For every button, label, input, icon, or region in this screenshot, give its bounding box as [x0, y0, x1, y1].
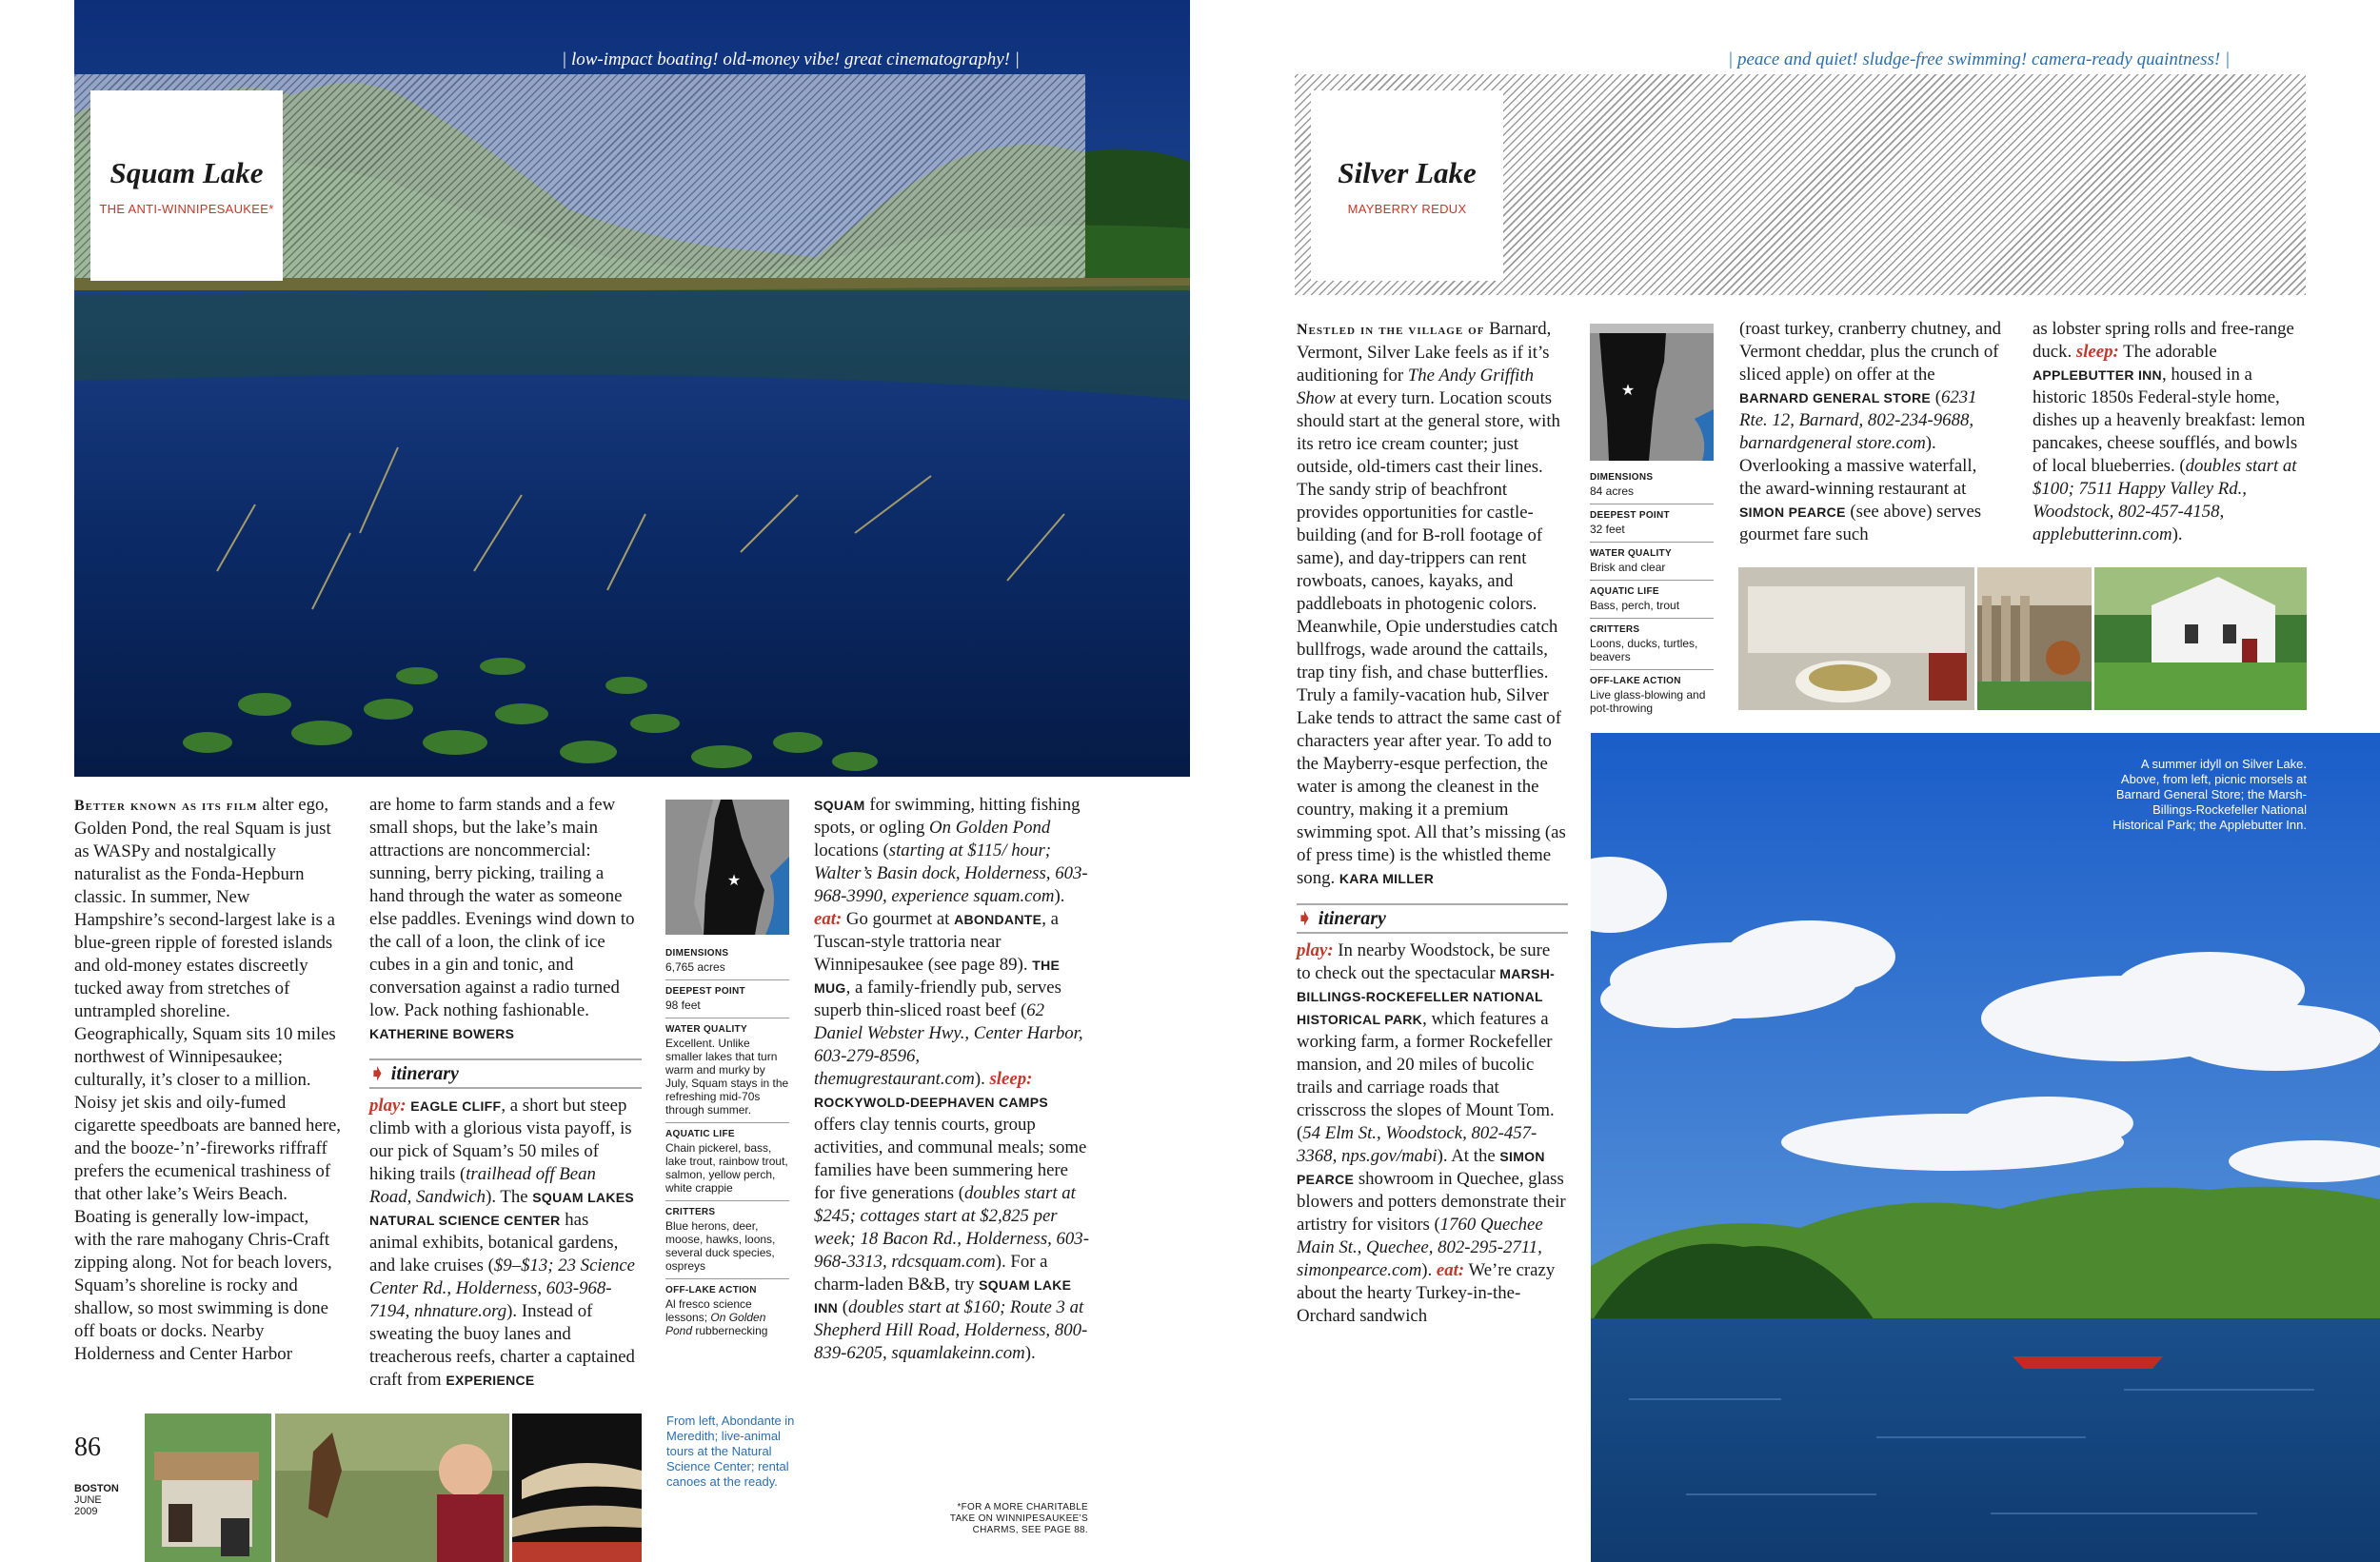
venue-name: SIMON PEARCE [1297, 1149, 1545, 1187]
venue-name: MARSH-BILLINGS-ROCKEFELLER NATIONAL HISTORICAL PARK [1297, 966, 1556, 1027]
folio-block [74, 1483, 119, 1517]
venue-name: ABONDANTE [954, 912, 1042, 927]
page-number: 86 [74, 1433, 101, 1462]
lead-in: Nestled in the village of [1297, 322, 1485, 338]
right-article-column-4: as lobster spring rolls and free-range duck. sleep: The adorable APPLEBUTTER INN, housed in a historic 1850s Federal-style home, dishes up a heavenly breakfast: lemon pancakes, cheese soufflés, and bowls of local blueberries. (doubles start at $100; 7511 Happy Valley Rd., Woodstock, 802-457-4158, applebutterinn.com). [2033, 319, 2306, 544]
itinerary-header [369, 1058, 642, 1089]
left-photo-caption: From left, Abondante in Meredith; live-animal tours at the Natural Science Center; rental canoes at the ready. [666, 1414, 795, 1489]
venue-name: SQUAM LAKES NATURAL SCIENCE CENTER [369, 1190, 635, 1228]
fact-aquatic-life: AQUATIC LIFE Chain pickerel, bass, lake trout, rainbow trout, salmon, yellow perch, white crappie [665, 1123, 789, 1201]
fact-water-quality: WATER QUALITY Brisk and clear [1590, 543, 1714, 581]
folio-month: JUNE [74, 1494, 102, 1506]
rental-canoes-photo [512, 1414, 642, 1562]
folio-publication: BOSTON [74, 1483, 119, 1494]
left-article-column-2 [369, 794, 642, 1392]
right-photo-caption: A summer idyll on Silver Lake. Above, from left, picnic morsels at Barnard General Store; the Marsh-Billings-Rockefeller National Historical Park; the Applebutter Inn. [2112, 757, 2307, 832]
page-subtitle: THE ANTI-WINNIPESAUKEE* [99, 201, 274, 216]
left-tagline: | low-impact boating! old-money vibe! great cinematography! | [562, 49, 1020, 69]
itinerary-label: itinerary [1318, 908, 1386, 929]
star-icon: ★ [726, 873, 742, 889]
lead-in: Better known as its film [74, 798, 258, 814]
sleep-label: sleep: [989, 1069, 1033, 1089]
applebutter-inn-photo [2094, 567, 2307, 710]
left-article-column-1 [74, 794, 344, 1366]
byline: KARA MILLER [1339, 871, 1435, 886]
body-text: ). Instead of sweating the buoy lanes and treacherous reefs, charter a captained craft from [369, 1301, 635, 1390]
page-title: Silver Lake [1338, 155, 1477, 189]
play-label: play: [1297, 940, 1334, 960]
body-text: are home to farm stands and a few small shops, but the lake’s main attractions are noncommercial: sunning, berry picking, trailing a hand through the water as someone else paddles. Evenings wind down to the call of a loon, the clink of ice cubes in a gin and tonic, and conversation against a radio turned low. Pack nothing fashionable. [369, 795, 635, 1020]
fact-deepest-point: DEEPEST POINT 98 feet [665, 980, 789, 1018]
venue-name: ROCKYWOLD-DEEPHAVEN CAMPS [814, 1095, 1049, 1110]
body-text: ). The [486, 1187, 533, 1207]
fact-off-lake-action: OFF-LAKE ACTION Live glass-blowing and pot-throwing [1590, 676, 1706, 715]
venue-name: EXPERIENCE [446, 1373, 535, 1388]
body-text: has animal exhibits, botanical gardens, and lake cruises ( [369, 1210, 619, 1275]
left-article-column-4: SQUAM for swimming, hitting fishing spots, or ogling On Golden Pond locations (starting at $115/ hour; Walter’s Basin dock, Holderness, 603-968-3990, experience squam.com). eat: Go gourmet at ABONDANTE, a Tuscan-style trattoria near Winnipesaukee (see page 89). THE MUG, a family-friendly pub, serves superb thin-sliced roast beef (62 Daniel Webster Hwy., Center Harbor, 603-279-8596, themugrestaurant.com). sleep: ROCKYWOLD-DEEPHAVEN CAMPS offers clay tennis courts, group activities, and communal meals; some families have been summering here for five generations (doubles start at $245; cottages start at $2,825 per week; 18 Bacon Rd., Holderness, 603-968-3313, rdcsquam.com). For a charm-laden B&B, try SQUAM LAKE INN (doubles start at $160; Route 3 at Shepherd Hill Road, Holderness, 800-839-6205, squamlakeinn.com). [814, 795, 1089, 1363]
fact-deepest-point: DEEPEST POINT 32 feet [1590, 504, 1714, 543]
venue-name: EAGLE CLIFF [410, 1098, 502, 1114]
marsh-billings-park-photo [1977, 567, 2092, 710]
address: trailhead off Bean Road, Sandwich [369, 1164, 596, 1207]
itinerary-header [1297, 903, 1568, 934]
fact-critters: CRITTERS Loons, ducks, turtles, beavers [1590, 619, 1714, 670]
footnote: *FOR A MORE CHARITABLE TAKE ON WINNIPESAUKEE’S CHARMS, SEE PAGE 88. [949, 1502, 1088, 1535]
venue-name: BARNARD GENERAL STORE [1739, 390, 1932, 405]
new-hampshire-locator-map [665, 800, 789, 935]
right-article-column-1: Nestled in the village of Barnard, Vermont, Silver Lake feels as if it’s auditioning for The Andy Griffith Show at every turn. Location scouts should start at the general store, with its retro ice cream counter; just outside, old-timers cast their lines. The sandy strip of beachfront provides opportunities for castle-building (and for B-roll footage of same), and day-trippers can rent rowboats, canoes, kayaks, and paddleboats in photogenic colors. Meanwhile, Opie understudies catch bullfrogs, wade around the cattails, trap tiny fish, and chase butterflies. Truly a family-vacation hub, Silver Lake tends to attract the same cast of characters year after year. To add to the Mayberry-esque perfection, the water is among the cleanest in the country, making it a premium swimming spot. All that’s missing (as of press time) is the whistled theme song. KARA MILLER ➧ itinerary play: In nearby Woodstock, be sure to check out the spectacular MARSH-BILLINGS-ROCKEFELLER NATIONAL HISTORICAL PARK, which features a working farm, a former Rockefeller mansion, and 20 miles of bucolic trails and carriage roads that crisscross the slopes of Mount Tom. (54 Elm St., Woodstock, 802-457-3368, nps.gov/mabi). At the SIMON PEARCE showroom in Quechee, glass blowers and potters demonstrate their artistry for visitors (1760 Quechee Main St., Quechee, 802-295-2711, simonpearce.com). eat: We’re crazy about the hearty Turkey-in-the-Orchard sandwich [1297, 318, 1568, 1328]
page-title: Squam Lake [109, 155, 264, 189]
page-subtitle: MAYBERRY REDUX [1347, 201, 1467, 216]
barnard-general-store-photo [1738, 567, 1974, 710]
sleep-label: sleep: [2075, 342, 2119, 362]
abondante-photo [145, 1414, 271, 1562]
fact-critters: CRITTERS Blue herons, deer, moose, hawks, loons, several duck species, ospreys [665, 1201, 789, 1279]
right-article-column-3: (roast turkey, cranberry chutney, and Vermont cheddar, plus the crunch of sliced apple) on offer at the BARNARD GENERAL STORE (6231 Rte. 12, Barnard, 802-234-9688, barnardgeneral store.com). Overlooking a massive waterfall, the award-winning restaurant at SIMON PEARCE (see above) serves gourmet fare such [1739, 319, 2001, 544]
star-icon: ★ [1620, 383, 1636, 399]
silver-lake-landscape-image [1591, 733, 2380, 1562]
fact-dimensions: DIMENSIONS 84 acres [1590, 466, 1714, 504]
play-label: play: [369, 1096, 407, 1116]
body-text: alter ego, Golden Pond, the real Squam is just as WASPy and nostalgically naturalist as the Fonda-Hepburn classic. In summer, New Hampshire’s second-largest lake is a blue-green ripple of forested islands and old-money estates discreetly tucked away from stretches of untrampled shoreline. Geographically, Squam sits 10 miles northwest of Winnipesaukee; culturally, it’s closer to a million. Noisy jet skis and oily-fumed cigarette speedboats are banned here, and the booze-’n’-fireworks riffraff prefers the ecumenical trashiness of that other lake’s Weirs Beach. Boating is generally low-impact, with the rare mahogany Chris-Craft zipping along. Not for beach lovers, Squam’s shoreline is rocky and shallow, so most swimming is done off boats or docks. Nearby Holderness and Center Harbor [74, 795, 342, 1364]
eat-label: eat: [814, 909, 843, 929]
byline: KATHERINE BOWERS [369, 1026, 515, 1041]
silver-title-box [1311, 90, 1503, 281]
folio-year: 2009 [74, 1506, 98, 1517]
squam-title-box [90, 90, 283, 281]
address: $9–$13; 23 Science Center Rd., Holderness, 603-968-7194, nhnature.org [369, 1256, 636, 1321]
double-arrow-icon: ➧ [1297, 908, 1313, 929]
double-arrow-icon: ➧ [369, 1063, 386, 1084]
right-tagline: | peace and quiet! sludge-free swimming! camera-ready quaintness! | [1728, 49, 2231, 69]
itinerary-label: itinerary [390, 1063, 459, 1084]
fact-aquatic-life: AQUATIC LIFE Bass, perch, trout [1590, 581, 1714, 619]
venue-name: SQUAM LAKE INN [814, 1277, 1072, 1315]
silver-lake-hero-photo [1591, 733, 2380, 1562]
silver-facts-sidebar [1590, 466, 1714, 721]
eat-label: eat: [1436, 1260, 1465, 1280]
venue-name: THE MUG [814, 958, 1061, 996]
fact-water-quality: WATER QUALITY Excellent. Unlike smaller lakes that turn warm and murky by July, Squam stays in the refreshing mid-70s through summer. [665, 1018, 789, 1123]
fact-off-lake-action: OFF-LAKE ACTION Al fresco science lessons; On Golden Pond rubbernecking [665, 1285, 768, 1337]
natural-science-center-photo [275, 1414, 509, 1562]
venue-name: SQUAM [814, 798, 865, 813]
venue-name: APPLEBUTTER INN [2033, 367, 2162, 383]
squam-facts-sidebar [665, 942, 789, 1343]
body-text: , a short but steep climb with a glorious vista payoff, is our pick of Squam’s 50 miles of hiking trails ( [369, 1096, 632, 1184]
venue-name: SIMON PEARCE [1739, 504, 1846, 520]
vermont-locator-map [1590, 324, 1714, 461]
fact-dimensions: DIMENSIONS 6,765 acres [665, 942, 789, 980]
